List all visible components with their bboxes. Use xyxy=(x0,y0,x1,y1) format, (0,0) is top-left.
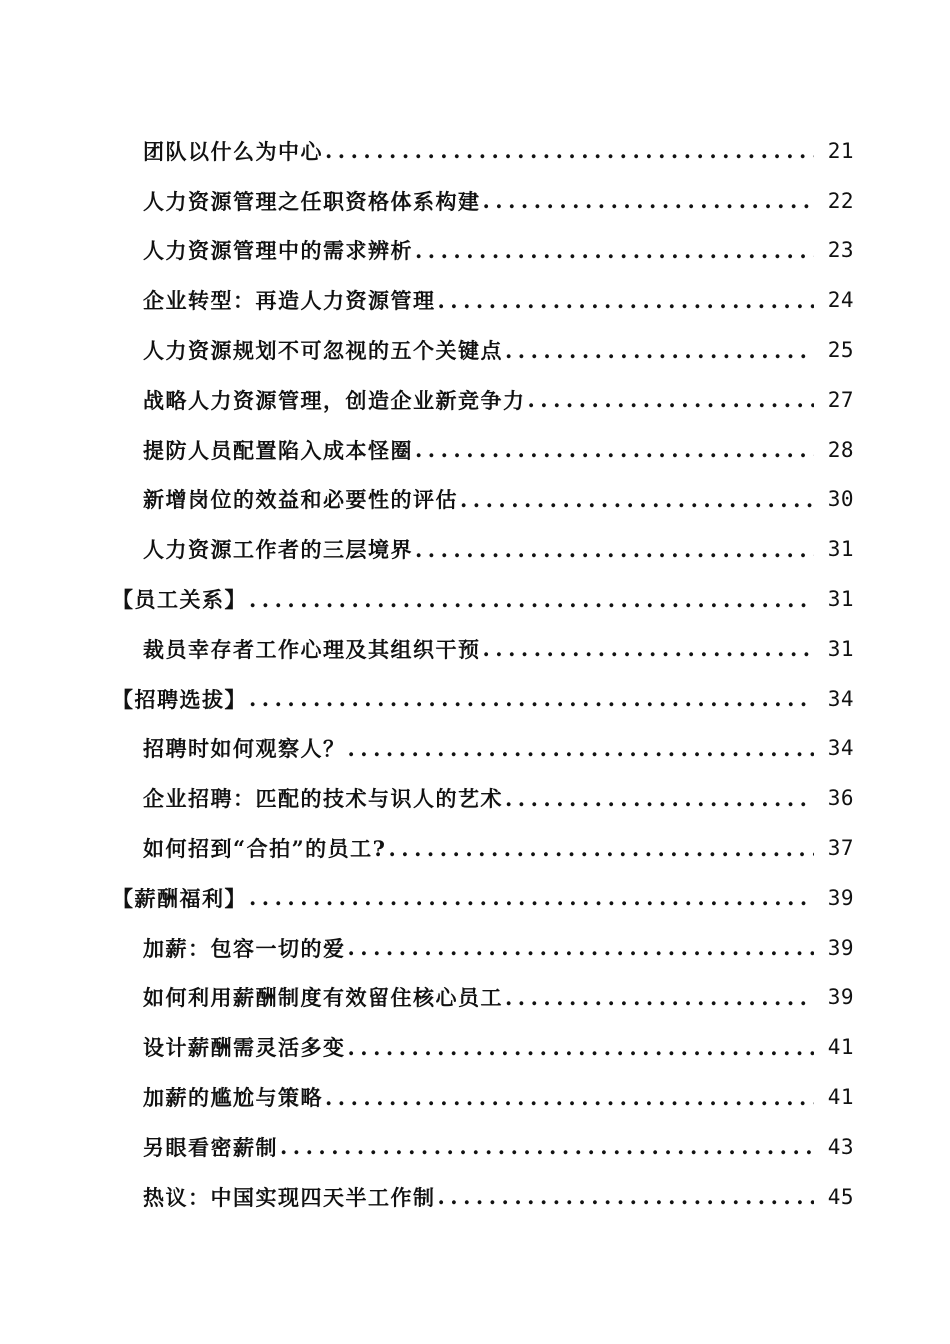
toc-page-number: 36 xyxy=(827,786,854,811)
toc-page-number: 39 xyxy=(827,985,854,1010)
dot-leader xyxy=(528,387,815,412)
toc-entry[interactable] xyxy=(0,624,950,674)
toc-entry[interactable] xyxy=(0,475,950,525)
toc-entry-title: 加薪的尴尬与策略 xyxy=(143,1085,323,1111)
toc-entry[interactable] xyxy=(0,1072,950,1122)
toc-entry-title: 热议：中国实现四天半工作制 xyxy=(143,1184,436,1210)
toc-entry[interactable] xyxy=(0,1172,950,1222)
toc-entry-title: 战略人力资源管理，创造企业新竞争力 xyxy=(143,387,526,413)
dot-leader xyxy=(460,487,814,512)
toc-entry-title: 如何招到“合拍”的员工? xyxy=(143,836,387,862)
toc-page-number: 30 xyxy=(827,487,854,512)
toc-page-number: 23 xyxy=(827,238,854,263)
toc-entry[interactable] xyxy=(0,524,950,574)
toc-section-title: 【薪酬福利】 xyxy=(112,885,247,911)
dot-leader xyxy=(415,537,814,562)
toc-section-heading[interactable] xyxy=(0,873,950,923)
toc-entry-title: 另眼看密薪制 xyxy=(143,1134,278,1160)
dot-leader xyxy=(249,885,814,910)
toc-page-number: 31 xyxy=(827,587,854,612)
toc-page-number: 45 xyxy=(827,1184,854,1209)
toc-page-number: 41 xyxy=(827,1035,854,1060)
toc-page-number: 31 xyxy=(827,636,854,661)
dot-leader xyxy=(348,935,815,960)
toc-entry-title: 招聘时如何观察人？ xyxy=(143,736,346,762)
dot-leader xyxy=(388,836,814,861)
toc-entry-title: 团队以什么为中心 xyxy=(143,138,323,164)
toc-entry-title: 如何利用薪酬制度有效留住核心员工 xyxy=(143,985,503,1011)
dot-leader xyxy=(249,686,814,711)
toc-entry-title: 新增岗位的效益和必要性的评估 xyxy=(143,487,458,513)
toc-page-number: 43 xyxy=(827,1134,854,1159)
dot-leader xyxy=(249,587,814,612)
toc-page-number: 39 xyxy=(827,885,854,910)
toc-page-number: 34 xyxy=(827,686,854,711)
toc-entry-title: 人力资源管理中的需求辨析 xyxy=(143,238,413,264)
dot-leader xyxy=(325,138,814,163)
toc-entry[interactable] xyxy=(0,724,950,774)
toc-entry[interactable] xyxy=(0,973,950,1023)
dot-leader xyxy=(483,188,815,213)
toc-page-number: 22 xyxy=(827,188,854,213)
toc-page-number: 28 xyxy=(827,437,854,462)
dot-leader xyxy=(505,985,814,1010)
toc-entry[interactable] xyxy=(0,773,950,823)
dot-leader xyxy=(438,1184,815,1209)
dot-leader xyxy=(280,1134,814,1159)
toc-section-heading[interactable] xyxy=(0,574,950,624)
toc-page-number: 21 xyxy=(827,138,854,163)
toc-entry[interactable] xyxy=(0,375,950,425)
toc-section-title: 【员工关系】 xyxy=(112,587,247,613)
toc-page-number: 37 xyxy=(827,836,854,861)
toc-entry[interactable] xyxy=(0,176,950,226)
dot-leader xyxy=(415,238,814,263)
table-of-contents xyxy=(0,126,950,1222)
toc-entry[interactable] xyxy=(0,1122,950,1172)
toc-entry-title: 设计薪酬需灵活多变 xyxy=(143,1035,346,1061)
toc-page-number: 24 xyxy=(827,288,854,313)
dot-leader xyxy=(505,338,814,363)
toc-entry[interactable] xyxy=(0,823,950,873)
toc-page-number: 27 xyxy=(827,387,854,412)
toc-entry[interactable] xyxy=(0,226,950,276)
toc-entry[interactable] xyxy=(0,126,950,176)
toc-page-number: 31 xyxy=(827,537,854,562)
toc-page-number: 25 xyxy=(827,338,854,363)
toc-entry[interactable] xyxy=(0,325,950,375)
toc-entry-title: 加薪：包容一切的爱 xyxy=(143,935,346,961)
toc-entry-title: 人力资源管理之任职资格体系构建 xyxy=(143,188,481,214)
toc-entry-title: 企业招聘：匹配的技术与识人的艺术 xyxy=(143,786,503,812)
toc-page-number: 41 xyxy=(827,1085,854,1110)
toc-page-number: 39 xyxy=(827,935,854,960)
toc-entry-title: 企业转型：再造人力资源管理 xyxy=(143,288,436,314)
toc-page-number: 34 xyxy=(827,736,854,761)
toc-entry-title: 人力资源规划不可忽视的五个关键点 xyxy=(143,338,503,364)
toc-entry[interactable] xyxy=(0,275,950,325)
toc-entry-title: 裁员幸存者工作心理及其组织干预 xyxy=(143,636,481,662)
dot-leader xyxy=(348,1035,815,1060)
toc-entry-title: 人力资源工作者的三层境界 xyxy=(143,537,413,563)
dot-leader xyxy=(505,786,814,811)
dot-leader xyxy=(415,437,814,462)
dot-leader xyxy=(438,288,815,313)
toc-entry-title: 提防人员配置陷入成本怪圈 xyxy=(143,437,413,463)
toc-section-heading[interactable] xyxy=(0,674,950,724)
toc-section-title: 【招聘选拔】 xyxy=(112,686,247,712)
toc-entry[interactable] xyxy=(0,923,950,973)
toc-entry[interactable] xyxy=(0,1022,950,1072)
dot-leader xyxy=(325,1085,814,1110)
toc-entry[interactable] xyxy=(0,425,950,475)
dot-leader xyxy=(348,736,815,761)
dot-leader xyxy=(483,636,815,661)
